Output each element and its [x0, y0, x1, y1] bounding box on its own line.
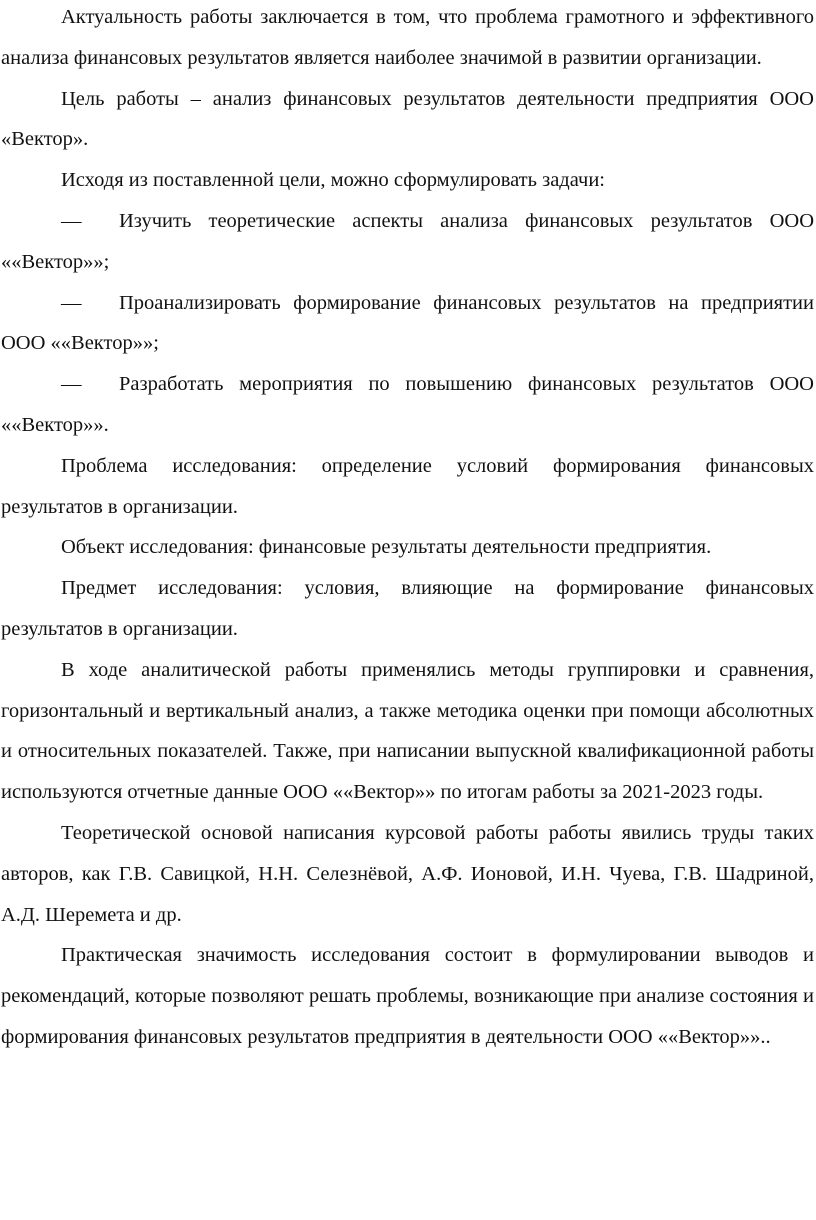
task-text-3: Разработать мероприятия по повышению финансовых результатов ООО ««Вектор»». — [1, 373, 814, 436]
paragraph-relevance: Актуальность работы заключается в том, что проблема грамотного и эффективного анализа финансовых результатов является наиболее значимой в развитии организации. — [1, 6, 814, 69]
task-marker: — — [61, 209, 82, 232]
task-marker: — — [61, 291, 82, 314]
paragraph-tasks-intro: Исходя из поставленной цели, можно сформулировать задачи: — [61, 169, 605, 192]
paragraph-goal: Цель работы – анализ финансовых результатов деятельности предприятия ООО «Вектор». — [1, 87, 814, 151]
paragraph-practical: Практическая значимость исследования состоит в формулировании выводов и рекомендаций, которые позволяют решать проблемы, возникающие при анализе состояния и формирования финансовых результатов предприятия в деятельности ООО ««Вектор»».. — [1, 944, 814, 1048]
paragraph-problem: Проблема исследования: определение условий формирования финансовых результатов в организации. — [1, 454, 814, 518]
paragraph-subject: Предмет исследования: условия, влияющие на формирование финансовых результатов в организации. — [1, 577, 814, 640]
task-marker: — — [61, 373, 82, 396]
task-text-1: Изучить теоретические аспекты анализа финансовых результатов ООО ««Вектор»»; — [1, 209, 814, 273]
paragraph-methods: В ходе аналитической работы применялись методы группировки и сравнения, горизонтальный и вертикальный анализ, а также методика оценки при помощи абсолютных и относительных показателей. Также, при написании выпускной квалификационной работы используются отчетные данные ООО ««Вектор»» по итогам работы за 2021-2023 годы. — [1, 658, 814, 804]
task-item-2 — [1, 283, 814, 365]
task-item-3 — [1, 364, 814, 446]
paragraph-theory: Теоретической основой написания курсовой работы работы явились труды таких авторов, как Г.В. Савицкой, Н.Н. Селезнёвой, А.Ф. Ионовой, И.Н. Чуева, Г.В. Шадриной, А.Д. Шеремета и др. — [1, 821, 814, 926]
task-text-2: Проанализировать формирование финансовых результатов на предприятии ООО ««Вектор»»; — [1, 291, 814, 355]
paragraph-object: Объект исследования: финансовые результаты деятельности предприятия. — [61, 536, 712, 559]
task-item-1 — [1, 201, 814, 283]
